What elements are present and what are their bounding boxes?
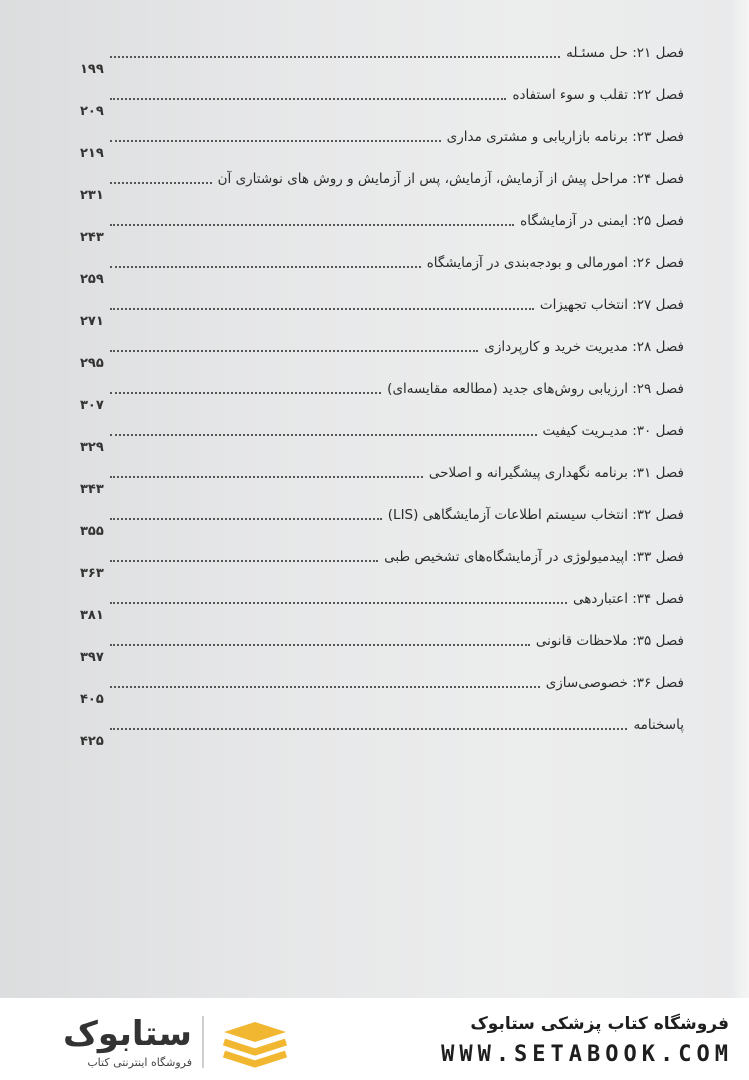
toc-entry [80, 588, 684, 628]
dot-leader [110, 98, 506, 100]
toc-entry-title: فصل ۳۵: ملاحظات قانونی [535, 633, 684, 649]
toc-entry [80, 546, 684, 586]
toc-entry [80, 42, 684, 82]
toc-page-number: ۲۹۵ [80, 356, 104, 371]
toc-page-number: ۳۶۳ [80, 566, 104, 581]
toc-page-number: ۲۵۹ [80, 272, 104, 287]
dot-leader [110, 728, 627, 730]
toc-page-number: ۳۲۹ [80, 440, 104, 455]
toc-entry-title: فصل ۲۳: برنامه بازاریابی و مشتری مداری [446, 129, 684, 145]
dot-leader [110, 308, 534, 310]
toc-entry-title: فصل ۲۹: ارزیابی روش‌های جدید (مطالعه مقایسه‌ای) [387, 381, 684, 397]
logo-wordmark: ستابوک [63, 1014, 192, 1054]
dot-leader [110, 182, 212, 184]
book-stack-icon [220, 1018, 290, 1068]
toc-page-number: ۳۹۷ [80, 650, 104, 665]
toc-page-number: ۳۸۱ [80, 608, 104, 623]
toc-entry [80, 630, 684, 670]
toc-entry [80, 504, 684, 544]
toc-entry-title: فصل ۲۵: ایمنی در آزمایشگاه [520, 213, 684, 229]
toc-entry-title: فصل ۳۲: انتخاب سیستم اطلاعات آزمایشگاهی (LIS) [387, 507, 684, 523]
toc-entry [80, 168, 684, 208]
toc-entry-title: فصل ۳۱: برنامه نگهداری پیشگیرانه و اصلاحی [428, 465, 684, 481]
toc-page-number: ۱۹۹ [80, 62, 104, 77]
dot-leader [110, 518, 382, 520]
toc-entry-title: پاسخنامه [633, 717, 684, 733]
dot-leader [110, 476, 423, 478]
toc-entry [80, 378, 684, 418]
toc-page-number: ۲۳۱ [80, 188, 104, 203]
toc-page-number: ۲۴۳ [80, 230, 104, 245]
toc-entry [80, 294, 684, 334]
toc-entry [80, 84, 684, 124]
dot-leader [110, 392, 381, 394]
store-footer [0, 998, 749, 1080]
store-logo[interactable] [24, 1012, 294, 1072]
toc-entry-title: فصل ۲۴: مراحل پیش از آزمایش، آزمایش، پس از آزمایش و روش های نوشتاری آن [217, 171, 684, 187]
toc-entry-title: فصل ۲۶: امورمالی و بودجه‌بندی در آزمایشگاه [426, 255, 684, 271]
logo-divider [202, 1016, 204, 1068]
shop-url-link[interactable]: WWW.SETABOOK.COM [441, 1042, 733, 1067]
toc-entry-title: فصل ۲۷: انتخاب تجهیزات [539, 297, 684, 313]
toc-entry [80, 672, 684, 712]
toc-entry [80, 252, 684, 292]
toc-page-number: ۴۲۵ [80, 734, 104, 749]
toc-entry [80, 714, 684, 754]
toc-entry [80, 126, 684, 166]
dot-leader [110, 350, 478, 352]
dot-leader [110, 56, 560, 58]
toc-page-number: ۲۷۱ [80, 314, 104, 329]
dot-leader [110, 140, 441, 142]
toc-page-number: ۳۴۳ [80, 482, 104, 497]
toc-entry [80, 462, 684, 502]
toc-entry-title: فصل ۲۸: مدیریت خرید و کارپردازی [484, 339, 684, 355]
dot-leader [110, 686, 540, 688]
toc-entry-title: فصل ۳۰: مدیـریت کیفیت [542, 423, 684, 439]
shop-name: فروشگاه کتاب پزشکی ستابوک [470, 1014, 729, 1034]
toc-entry-title: فصل ۳۳: اپیدمیولوژی در آزمایشگاه‌های تشخیص طبی [384, 549, 684, 565]
toc-entry-title: فصل ۳۶: خصوصی‌سازی [545, 675, 684, 691]
toc-page-number: ۲۰۹ [80, 104, 104, 119]
toc-entry-title: فصل ۲۲: تقلب و سوء استفاده [512, 87, 684, 103]
toc-page-number: ۴۰۵ [80, 692, 104, 707]
toc-page-number: ۳۰۷ [80, 398, 104, 413]
toc-entry [80, 420, 684, 460]
toc-entry-title: فصل ۲۱: حل مسئـله [566, 45, 684, 61]
logo-tagline: فروشگاه اینترنتی کتاب [87, 1056, 192, 1069]
dot-leader [110, 644, 530, 646]
dot-leader [110, 224, 514, 226]
toc-entry [80, 336, 684, 376]
toc-page-number: ۲۱۹ [80, 146, 104, 161]
dot-leader [110, 434, 537, 436]
dot-leader [110, 560, 378, 562]
toc-entry-title: فصل ۳۴: اعتباردهی [572, 591, 684, 607]
dot-leader [110, 266, 421, 268]
toc-page-number: ۳۵۵ [80, 524, 104, 539]
dot-leader [110, 602, 567, 604]
toc-entry [80, 210, 684, 250]
